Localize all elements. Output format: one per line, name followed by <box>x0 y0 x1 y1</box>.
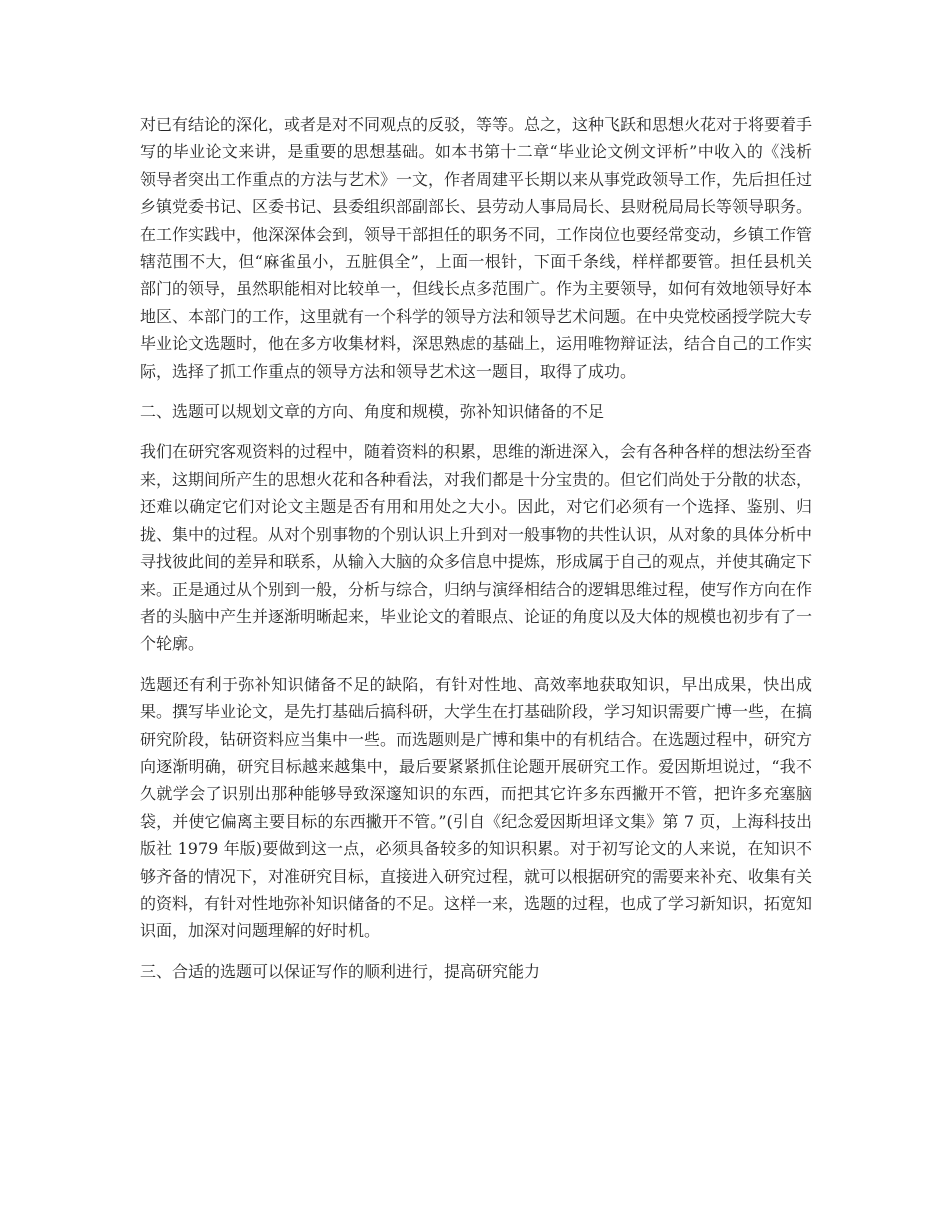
paragraph-intro-continuation: 对已有结论的深化，或者是对不同观点的反驳，等等。总之，这种飞跃和思想火花对于将要着手写的毕业论文来讲，是重要的思想基础。如本书第十二章“毕业论文例文评析”中收入的《浅析领导者突出工作重点的方法与艺术》一文，作者周建平长期以来从事党政领导工作，先后担任过乡镇党委书记、区委书记、县委组织部副部长、县劳动人事局局长、县财税局局长等领导职务。在工作实践中，他深深体会到，领导干部担任的职务不同，工作岗位也要经常变动，乡镇工作管辖范围不大，但“麻雀虽小，五脏俱全”，上面一根针，下面千条线，样样都要管。担任县机关部门的领导，虽然职能相对比较单一，但线长点多范围广。作为主要领导，如何有效地领导好本地区、本部门的工作，这里就有一个科学的领导方法和领导艺术问题。在中央党校函授学院大专毕业论文选题时，他在多方收集材料，深思熟虑的基础上，运用唯物辩证法，结合自己的工作实际，选择了抓工作重点的领导方法和领导艺术这一题目，取得了成功。 <box>140 115 813 381</box>
paragraph-knowledge-gap: 选题还有利于弥补知识储备不足的缺陷，有针对性地、高效率地获取知识，早出成果，快出成果。撰写毕业论文，是先打基础后搞科研，大学生在打基础阶段，学习知识需要广博一些，在搞研究阶段，钻研资料应当集中一些。而选题则是广博和集中的有机结合。在选题过程中，研究方向逐渐明确，研究目标越来越集中，最后要紧紧抓住论题开展研究工作。爱因斯坦说过，“我不久就学会了识别出那种能够导致深邃知识的东西，而把其它许多东西撇开不管，把许多充塞脑袋，并使它偏离主要目标的东西撇开不管。”(引自《纪念爱因斯坦译文集》第 7 页，上海科技出版社 1979 年版)要做到这一点，必须具备较多的知识积累。对于初写论文的人来说，在知识不够齐备的情况下，对准研究目标，直接进入研究过程，就可以根据研究的需要来补充、收集有关的资料，有针对性地弥补知识储备的不足。这样一来，选题的过程，也成了学习新知识，拓宽知识面，加深对问题理解的好时机。 <box>140 674 813 941</box>
paragraph-research-process: 我们在研究客观资料的过程中，随着资料的积累，思维的渐进深入，会有各种各样的想法纷至沓来，这期间所产生的思想火花和各种看法，对我们都是十分宝贵的。但它们尚处于分散的状态，还难以确定它们对论文主题是否有用和用处之大小。因此，对它们必须有一个选择、鉴别、归拢、集中的过程。从对个别事物的个别认识上升到对一般事物的共性认识，从对象的具体分析中寻找彼此间的差异和联系，从输入大脑的众多信息中提炼，形成属于自己的观点，并使其确定下来。正是通过从个别到一般，分析与综合，归纳与演绎相结合的逻辑思维过程，使写作方向在作者的头脑中产生并逐渐明晰起来，毕业论文的着眼点、论证的角度以及大体的规模也初步有了一个轮廓。 <box>140 442 813 654</box>
section-heading-3: 三、合适的选题可以保证写作的顺利进行，提高研究能力 <box>140 961 541 981</box>
section-heading-2: 二、选题可以规划文章的方向、角度和规模，弥补知识储备的不足 <box>140 402 605 422</box>
document-page <box>140 111 812 998</box>
